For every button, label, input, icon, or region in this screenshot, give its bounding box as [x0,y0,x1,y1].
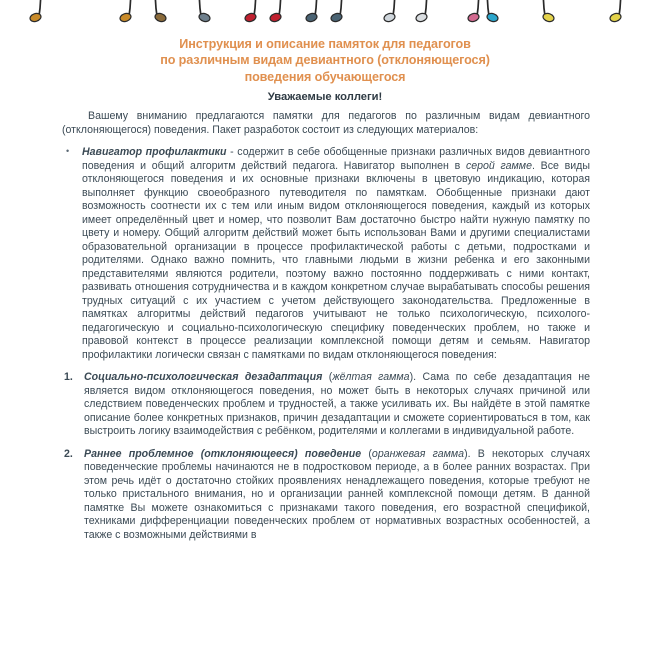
music-note-icon [29,0,42,23]
item-1-paren-close: ). [409,371,423,383]
music-note-icon [415,0,428,23]
navigator-title: Навигатор профилактики [82,146,227,158]
item-1-title: Социально-психологическая дезадаптация [84,371,323,383]
page-title [0,36,650,85]
music-note-icon [467,0,480,23]
item-1-gamma-label: жёлтая гамма [332,371,410,383]
navigator-body-part-1: - содержит в себе обобщенные признаки различных видов девиантного поведения и общий алгоритм действий педагога. Навигатор выполнен в [82,146,590,172]
music-note-icon [198,0,211,23]
numbered-list [62,371,590,542]
item-1-body: Сама по себе дезадаптация не является видом отклоняющегося поведения, но может быть в некоторых случаях причиной или следствием поведенческих проблем и трудностей, а также усиливать их. Вы найдёте в этой памятке описание более конкретных признаков, причин дезадаптации и сможете сориентироваться в том, как выстроить логику взаимодействия с ребёнком, родителями и коллегами в индивидуальной работе. [84,371,590,437]
musical-notes-svg [0,0,650,34]
intro-paragraph: Вашему вниманию предлагаются памятки для педагогов по различным видам девиантного (отклоняющегося) поведения. Пакет разработок состоит из следующих материалов: [62,110,590,136]
list-item-navigator [62,146,590,362]
salutation: Уважаемые коллеги! [267,91,383,103]
music-note-icon [330,0,343,23]
music-note-icon [383,0,396,23]
item-2-body: В некоторых случаях поведенческие проблемы начинаются не в подростковом периоде, а в более ранних возрастах. При этом речь идёт о достаточно стойких проявлениях ненадлежащего поведения, которые требуют не только пристального внимания, но и организации ранней комплексной помощи детям. В данной памятке Вы можете ознакомиться с признаками такого поведения, его возрастной спецификой, техниками дифференциации поведенческих проблем от нормативных возрастных особенностей, а также с возможными действиями в [84,447,590,541]
music-note-icon [542,0,555,23]
navigator-gamma-phrase: серой гамме [465,159,532,172]
page-title-line-1: Инструкция и описание памяток для педагогов [179,37,471,51]
musical-notes-border [0,0,650,34]
music-note-icon [305,0,318,23]
page-title-line-3: поведения обучающегося [244,69,406,84]
navigator-body-part-2: . Все виды отклоняющегося поведения и их основные признаки включены в цветовую индикацию, которая выполняет функцию своеобразного путеводителя по памяткам. Обобщенные признаки дают возможность соотнести их с тем или иным видом отклоняющегося поведения, каждый из которых имеет определённый цвет и номер, что позволит Вам достаточно быстро найти нужную памятку по цвету и номеру. Общий алгоритм действий может быть использован Вами и другими специалистами образовательной организации в процессе профилактической работы с детьми, подростками и родителями. Однако важно помнить, что главными людьми в жизни ребенка и его законными представителями являются родители, поэтому важно постоянно поддерживать с ними контакт, развивать отношения сотрудничества и в каждом конкретном случае вырабатывать способы решения трудных ситуаций с их участием с учетом действующего законодательства. Предложенные в памятках алгоритмы действий педагогов учитывают не только психологическую, психолого-педагогическую и социально-психологическую специфику поведенческих проблем, но также и правовой контекст в процессе реализации комплексной помощи детям и семьям. Навигатор профилактики логически связан с памятками по видам отклоняющегося поведения: [82,159,590,361]
music-note-icon [609,0,622,23]
item-2-gamma-label: оранжевая гамма [371,447,465,460]
music-note-icon [269,0,282,23]
music-note-icon [154,0,167,23]
item-2-title: Раннее проблемное (отклоняющееся) поведение [84,447,362,460]
item-2-paren-open: ( [361,447,372,460]
item-2-paren-close: ). [464,447,478,460]
music-note-icon [119,0,132,23]
music-note-icon [486,0,499,23]
page-title-line-2: по различным видам девиантного (отклоняющегося) [160,53,490,68]
document-body [62,110,590,551]
item-1-paren-open: ( [322,371,333,383]
list-item-rannee-povedenie [62,448,590,543]
list-item-dezadaptaciya [62,371,590,439]
bullet-list [62,146,590,362]
music-note-icon [244,0,257,23]
